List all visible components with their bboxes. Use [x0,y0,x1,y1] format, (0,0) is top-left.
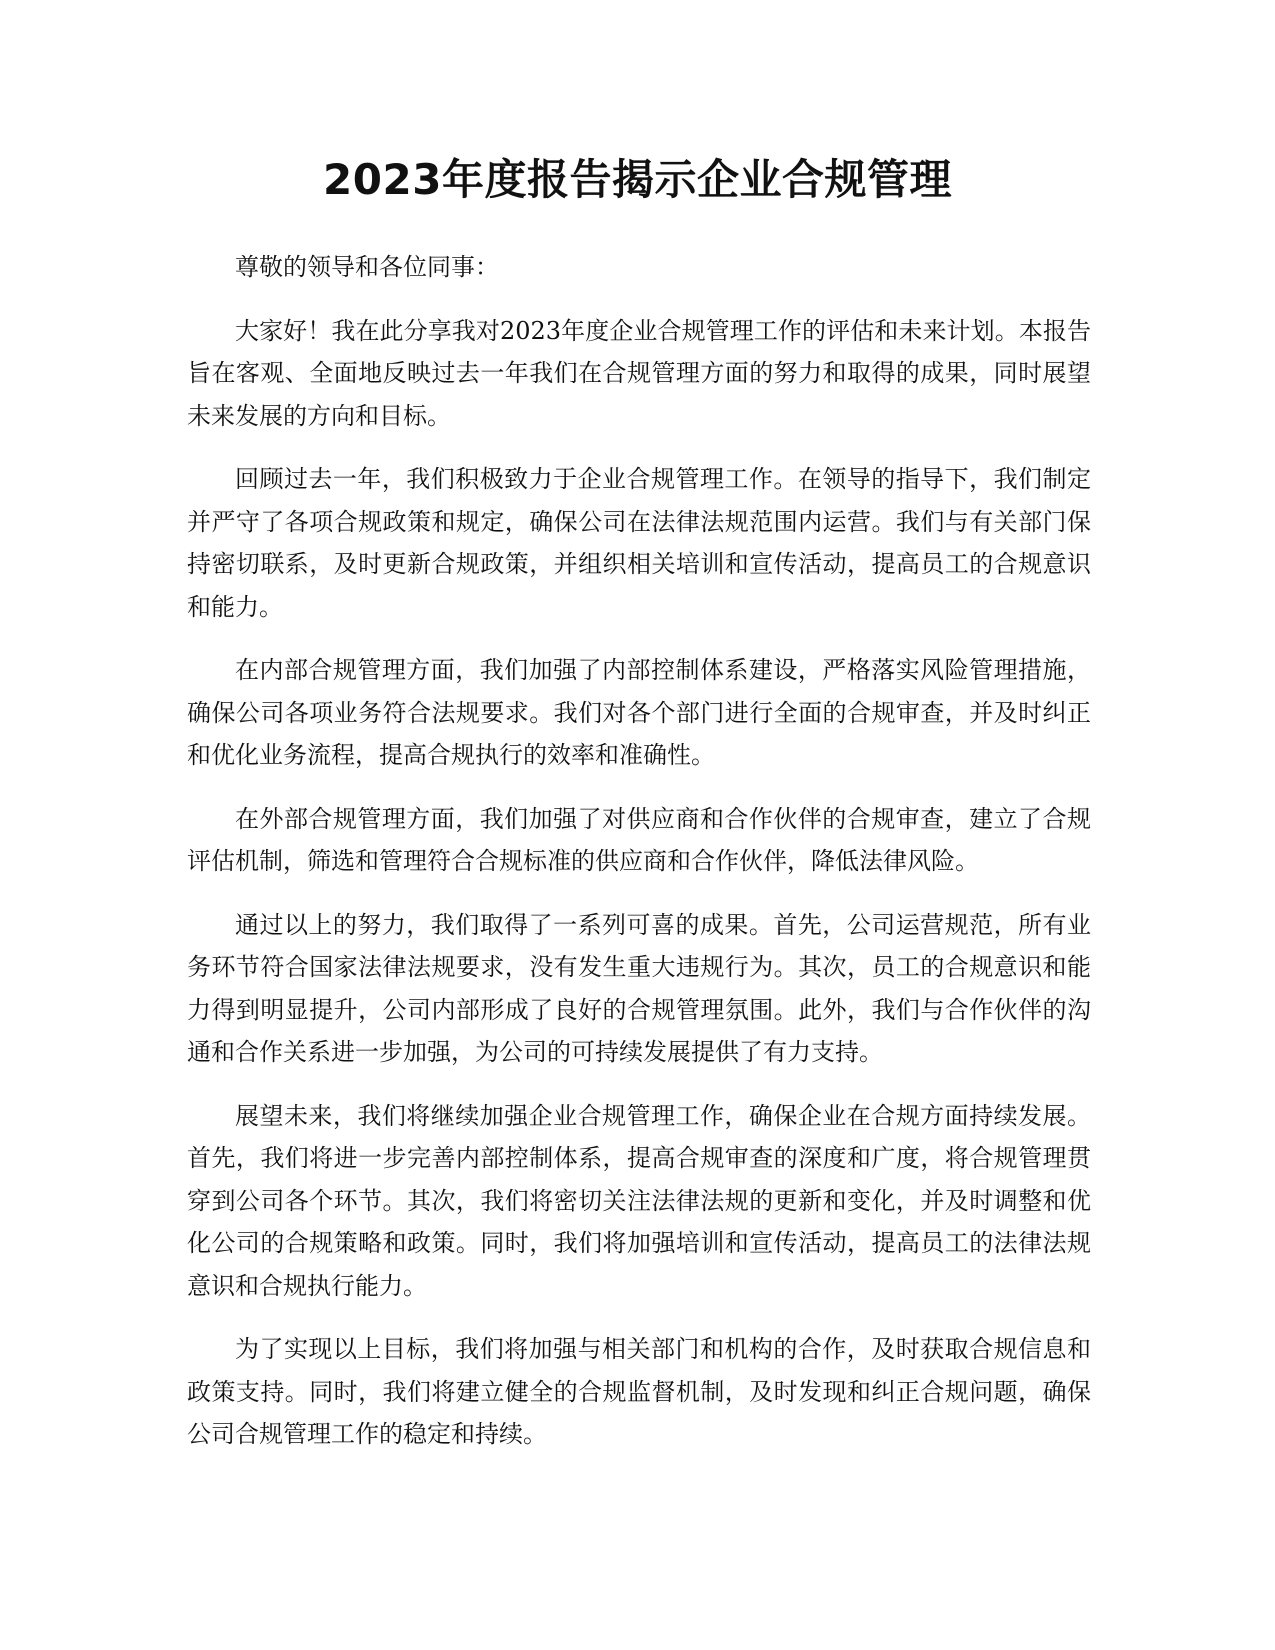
paragraph: 大家好！我在此分享我对2023年度企业合规管理工作的评估和未来计划。本报告旨在客观、全面地反映过去一年我们在合规管理方面的努力和取得的成果，同时展望未来发展的方向和目标。 [187,316,1091,430]
salutation: 尊敬的领导和各位同事： [235,253,499,281]
document-title: 2023年度报告揭示企业合规管理 [323,155,952,204]
document-body [187,246,1091,1477]
paragraph: 为了实现以上目标，我们将加强与相关部门和机构的合作，及时获取合规信息和政策支持。同时，我们将建立健全的合规监督机制，及时发现和纠正合规问题，确保公司合规管理工作的稳定和持续。 [187,1335,1091,1448]
paragraph: 通过以上的努力，我们取得了一系列可喜的成果。首先，公司运营规范，所有业务环节符合国家法律法规要求，没有发生重大违规行为。其次，员工的合规意识和能力得到明显提升，公司内部形成了良好的合规管理氛围。此外，我们与合作伙伴的沟通和合作关系进一步加强，为公司的可持续发展提供了有力支持。 [187,910,1091,1066]
paragraph: 展望未来，我们将继续加强企业合规管理工作，确保企业在合规方面持续发展。首先，我们将进一步完善内部控制体系，提高合规审查的深度和广度，将合规管理贯穿到公司各个环节。其次，我们将密切关注法律法规的更新和变化，并及时调整和优化公司的合规策略和政策。同时，我们将加强培训和宣传活动，提高员工的法律法规意识和合规执行能力。 [187,1101,1091,1300]
paragraph: 回顾过去一年，我们积极致力于企业合规管理工作。在领导的指导下，我们制定并严守了各项合规政策和规定，确保公司在法律法规范围内运营。我们与有关部门保持密切联系，及时更新合规政策，并组织相关培训和宣传活动，提高员工的合规意识和能力。 [187,465,1091,621]
paragraph: 在内部合规管理方面，我们加强了内部控制体系建设，严格落实风险管理措施，确保公司各项业务符合法规要求。我们对各个部门进行全面的合规审查，并及时纠正和优化业务流程，提高合规执行的效率和准确性。 [187,656,1091,769]
paragraph: 在外部合规管理方面，我们加强了对供应商和合作伙伴的合规审查，建立了合规评估机制，筛选和管理符合合规标准的供应商和合作伙伴，降低法律风险。 [187,804,1091,875]
